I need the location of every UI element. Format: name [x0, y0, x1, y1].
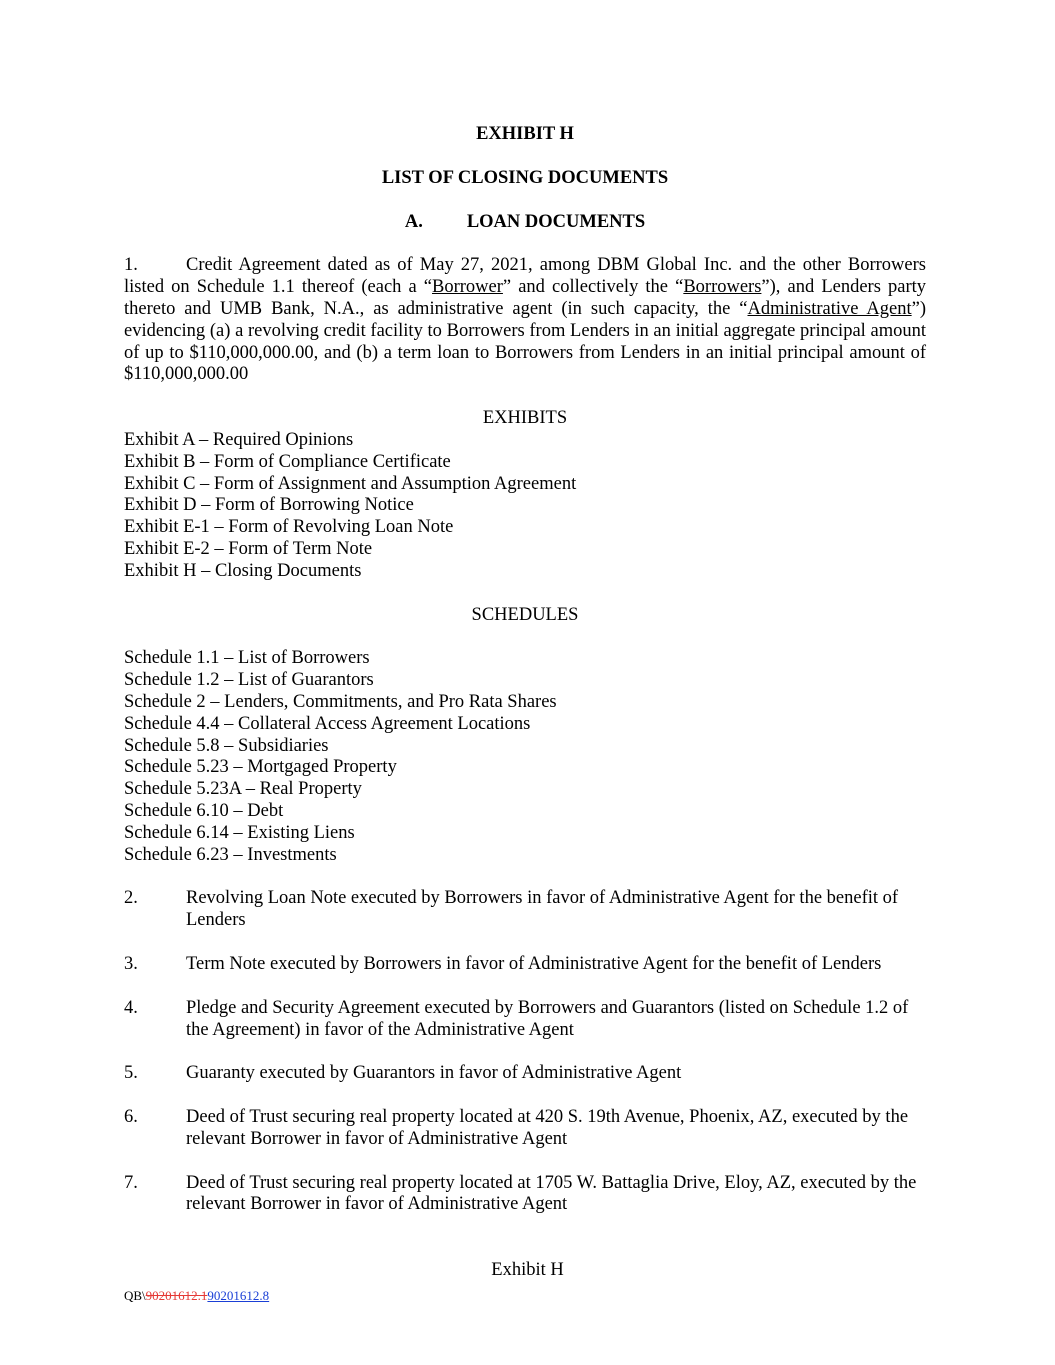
exhibits-list — [124, 430, 926, 583]
item-number: 2. — [124, 888, 138, 909]
list-title: LIST OF CLOSING DOCUMENTS — [381, 167, 669, 188]
list-item: Schedule 5.23 – Mortgaged Property — [124, 757, 397, 778]
document-item — [124, 1063, 926, 1085]
list-item: Exhibit H – Closing Documents — [124, 560, 362, 581]
list-item: Schedule 6.10 – Debt — [124, 800, 284, 821]
item-number: 1. — [124, 255, 138, 276]
item-text: Guaranty executed by Guarantors in favor of Administrative Agent — [186, 1063, 682, 1084]
defined-term-borrowers: Borrowers — [683, 277, 762, 298]
list-item: Exhibit C – Form of Assignment and Assumption Agreement — [124, 473, 577, 494]
item-text: Pledge and Security Agreement executed by Borrowers and Guarantors (listed on Schedule 1.2 of the Agreement) in favor of the Administrative Agent — [186, 997, 909, 1040]
item-1-text-part: ”) evidencing (a) a revolving credit facility to Borrowers from Lenders in an initial aggregate principal amount of up to $110,000,000.00, and (b) a term loan to Borrowers from Lenders in an initial principal amount of $110,000,000.00 — [124, 298, 926, 385]
item-text: Deed of Trust securing real property located at 1705 W. Battaglia Drive, Eloy, AZ, executed by the relevant Borrower in favor of Administrative Agent — [186, 1172, 917, 1215]
item-number: 3. — [124, 953, 138, 974]
list-item: Exhibit D – Form of Borrowing Notice — [124, 495, 414, 516]
list-item: Schedule 1.1 – List of Borrowers — [124, 648, 370, 669]
schedules-list — [124, 648, 926, 866]
exhibit-title: EXHIBIT H — [476, 124, 574, 144]
ref-prefix: QB\ — [124, 1288, 146, 1303]
defined-term-borrower: Borrower — [432, 277, 503, 298]
item-number: 5. — [124, 1063, 138, 1084]
list-item: Exhibit B – Form of Compliance Certificate — [124, 451, 451, 472]
list-item: Exhibit E-1 – Form of Revolving Loan Note — [124, 517, 454, 538]
footer-document-reference — [124, 1288, 269, 1304]
item-1-text-part: ” and collectively the “ — [502, 277, 684, 298]
ref-inserted: 90201612.8 — [207, 1288, 270, 1303]
document-item — [124, 998, 926, 1042]
document-item — [124, 1173, 926, 1217]
item-1-text-part: Credit Agreement dated as of May 27, 2021, among DBM Global Inc. and the other Borrowers listed on Schedule 1.1 thereof (each a “ — [124, 255, 926, 298]
section-heading — [124, 212, 926, 234]
item-number: 7. — [124, 1172, 138, 1193]
section-letter: A. — [404, 211, 423, 232]
item-text: Deed of Trust securing real property located at 420 S. 19th Avenue, Phoenix, AZ, executed by the relevant Borrower in favor of Administrative Agent — [186, 1107, 909, 1149]
list-item: Schedule 6.14 – Existing Liens — [124, 822, 355, 843]
defined-term-administrative-agent: Administrative Agent — [747, 298, 912, 319]
list-item: Schedule 1.2 – List of Guarantors — [124, 670, 374, 691]
list-item: Exhibit E-2 – Form of Term Note — [124, 538, 373, 559]
list-item: Schedule 5.23A – Real Property — [124, 779, 362, 800]
section-title: LOAN DOCUMENTS — [466, 211, 646, 232]
footer-exhibit-label: Exhibit H — [491, 1260, 564, 1280]
item-text: Term Note executed by Borrowers in favor of Administrative Agent for the benefit of Lenders — [186, 953, 882, 974]
item-1-text-part: ”), and Lenders party thereto and UMB Bank, N.A., as administrative agent (in such capacity, the “ — [124, 277, 926, 319]
document-item — [124, 1107, 926, 1151]
item-number: 6. — [124, 1107, 138, 1128]
item-number: 4. — [124, 997, 138, 1018]
exhibits-title: EXHIBITS — [482, 408, 568, 429]
document-item — [124, 888, 926, 932]
schedules-title: SCHEDULES — [471, 604, 579, 625]
document-item — [124, 954, 926, 976]
ref-deleted: 90201612.1 — [145, 1288, 208, 1303]
list-item: Schedule 6.23 – Investments — [124, 844, 337, 865]
item-text: Revolving Loan Note executed by Borrowers in favor of Administrative Agent for the benefit of Lenders — [186, 888, 899, 931]
list-item: Schedule 5.8 – Subsidiaries — [124, 735, 329, 756]
list-item: Schedule 2 – Lenders, Commitments, and Pro Rata Shares — [124, 691, 557, 712]
list-item: Schedule 4.4 – Collateral Access Agreement Locations — [124, 713, 531, 734]
list-item: Exhibit A – Required Opinions — [124, 429, 354, 450]
item-1-paragraph — [124, 255, 926, 386]
document-page — [124, 124, 926, 1216]
